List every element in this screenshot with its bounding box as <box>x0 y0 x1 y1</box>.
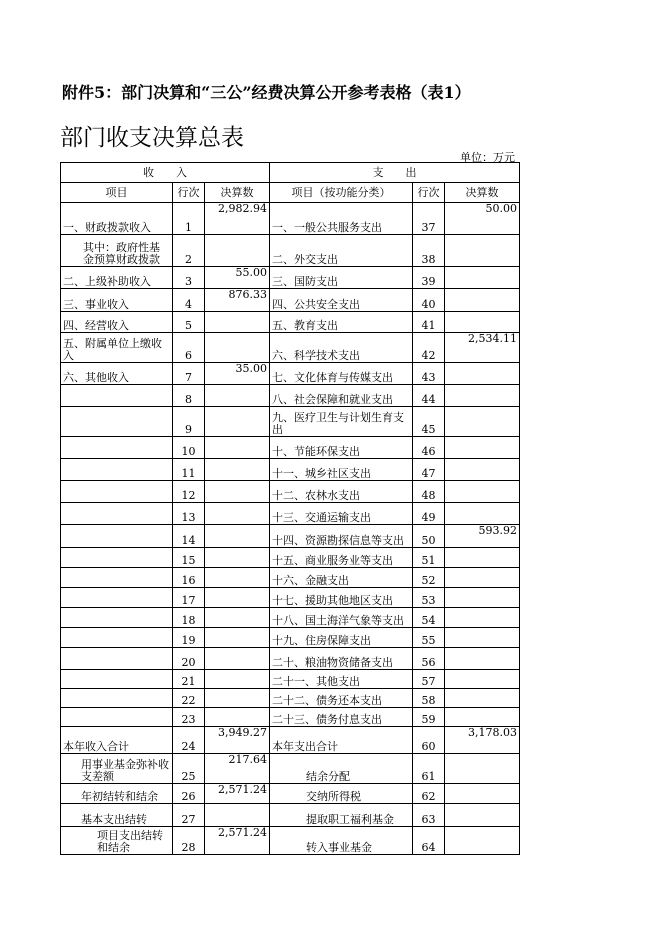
expense-amount-cell <box>445 628 520 648</box>
income-row-no-cell: 3 <box>173 267 205 289</box>
expense-amount-cell <box>445 385 520 407</box>
income-item-cell <box>61 608 173 628</box>
expense-row-no-cell: 39 <box>413 267 445 289</box>
col-header-amount: 决算数 <box>205 183 270 203</box>
table-row <box>61 437 520 459</box>
income-expense-table <box>60 162 520 855</box>
income-row-no-cell: 25 <box>173 754 205 784</box>
income-row-no-cell: 4 <box>173 289 205 312</box>
col-header-row-no: 行次 <box>173 183 205 203</box>
table-row <box>61 827 520 855</box>
income-item-cell <box>61 708 173 727</box>
expense-item-cell: 提取职工福利基金 <box>270 804 413 827</box>
income-amount-cell <box>205 608 270 628</box>
income-row-no-cell: 22 <box>173 689 205 708</box>
expense-row-no-cell: 38 <box>413 235 445 267</box>
income-item-cell: 用事业基金弥补收支差额 <box>61 754 173 784</box>
expense-amount-cell: 50.00 <box>445 203 520 235</box>
col-header-item: 项目 <box>61 183 173 203</box>
expense-item-cell: 六、科学技术支出 <box>270 333 413 363</box>
expense-row-no-cell: 51 <box>413 548 445 568</box>
expense-amount-cell <box>445 363 520 385</box>
table-row <box>61 203 520 235</box>
income-amount-cell <box>205 804 270 827</box>
expense-row-no-cell: 56 <box>413 648 445 670</box>
expense-item-cell: 三、国防支出 <box>270 267 413 289</box>
table-row <box>61 235 520 267</box>
income-amount-cell <box>205 525 270 548</box>
expense-amount-cell <box>445 503 520 525</box>
income-row-no-cell: 23 <box>173 708 205 727</box>
income-amount-cell: 876.33 <box>205 289 270 312</box>
income-item-cell: 项目支出结转和结余 <box>61 827 173 855</box>
table-row <box>61 481 520 503</box>
income-item-cell <box>61 407 173 437</box>
income-amount-cell <box>205 385 270 407</box>
expense-item-cell: 十、节能环保支出 <box>270 437 413 459</box>
expense-row-no-cell: 50 <box>413 525 445 548</box>
expense-item-cell: 四、公共安全支出 <box>270 289 413 312</box>
income-amount-cell <box>205 708 270 727</box>
expense-row-no-cell: 61 <box>413 754 445 784</box>
table-row <box>61 754 520 784</box>
table-row <box>61 385 520 407</box>
expense-item-cell: 十四、资源勘探信息等支出 <box>270 525 413 548</box>
table-row <box>61 784 520 804</box>
table-row <box>61 525 520 548</box>
page-title: 部门收支决算总表 <box>60 125 244 151</box>
income-item-cell: 基本支出结转 <box>61 804 173 827</box>
expense-row-no-cell: 59 <box>413 708 445 727</box>
income-row-no-cell: 14 <box>173 525 205 548</box>
expense-row-no-cell: 55 <box>413 628 445 648</box>
expense-amount-cell <box>445 312 520 333</box>
expense-amount-cell <box>445 754 520 784</box>
income-amount-cell <box>205 333 270 363</box>
income-row-no-cell: 2 <box>173 235 205 267</box>
expense-amount-cell <box>445 481 520 503</box>
expense-item-cell: 二十二、债务还本支出 <box>270 689 413 708</box>
income-item-cell <box>61 437 173 459</box>
expense-item-cell: 十一、城乡社区支出 <box>270 459 413 481</box>
income-amount-cell <box>205 235 270 267</box>
income-amount-cell <box>205 459 270 481</box>
expense-row-no-cell: 63 <box>413 804 445 827</box>
expense-amount-cell: 593.92 <box>445 525 520 548</box>
expense-amount-cell <box>445 804 520 827</box>
table-row <box>61 333 520 363</box>
income-amount-cell <box>205 437 270 459</box>
expense-item-cell: 十八、国土海洋气象等支出 <box>270 608 413 628</box>
expense-row-no-cell: 41 <box>413 312 445 333</box>
income-row-no-cell: 18 <box>173 608 205 628</box>
income-row-no-cell: 17 <box>173 588 205 608</box>
expense-row-no-cell: 54 <box>413 608 445 628</box>
income-amount-cell <box>205 548 270 568</box>
income-row-no-cell: 27 <box>173 804 205 827</box>
income-amount-cell: 217.64 <box>205 754 270 784</box>
expense-row-no-cell: 52 <box>413 568 445 588</box>
income-row-no-cell: 16 <box>173 568 205 588</box>
expense-amount-cell <box>445 459 520 481</box>
income-item-cell <box>61 525 173 548</box>
income-row-no-cell: 15 <box>173 548 205 568</box>
income-row-no-cell: 24 <box>173 727 205 754</box>
table-row <box>61 588 520 608</box>
expense-item-cell: 二十三、债务付息支出 <box>270 708 413 727</box>
expense-amount-cell <box>445 568 520 588</box>
income-item-cell <box>61 385 173 407</box>
unit-label: 单位：万元 <box>460 151 515 164</box>
expense-amount-cell <box>445 437 520 459</box>
expense-row-no-cell: 37 <box>413 203 445 235</box>
expense-item-cell: 十五、商业服务业等支出 <box>270 548 413 568</box>
income-amount-cell: 2,571.24 <box>205 827 270 855</box>
expense-row-no-cell: 49 <box>413 503 445 525</box>
table-row <box>61 289 520 312</box>
expense-row-no-cell: 46 <box>413 437 445 459</box>
table-row <box>61 363 520 385</box>
income-item-cell <box>61 670 173 689</box>
expense-amount-cell <box>445 407 520 437</box>
income-row-no-cell: 9 <box>173 407 205 437</box>
income-amount-cell <box>205 481 270 503</box>
expense-section-header: 支 出 <box>270 163 520 183</box>
table-row <box>61 689 520 708</box>
income-item-cell: 四、经营收入 <box>61 312 173 333</box>
expense-amount-cell <box>445 670 520 689</box>
table-row <box>61 568 520 588</box>
income-amount-cell: 3,949.27 <box>205 727 270 754</box>
col-header-func-item: 项目（按功能分类） <box>270 183 413 203</box>
expense-row-no-cell: 45 <box>413 407 445 437</box>
expense-row-no-cell: 44 <box>413 385 445 407</box>
income-item-cell: 二、上级补助收入 <box>61 267 173 289</box>
table-row <box>61 548 520 568</box>
table-row <box>61 804 520 827</box>
expense-row-no-cell: 57 <box>413 670 445 689</box>
expense-amount-cell <box>445 608 520 628</box>
expense-amount-cell <box>445 827 520 855</box>
income-amount-cell <box>205 588 270 608</box>
expense-item-cell: 八、社会保障和就业支出 <box>270 385 413 407</box>
income-amount-cell: 2,982.94 <box>205 203 270 235</box>
table-column-header <box>61 183 520 203</box>
table-row <box>61 727 520 754</box>
income-amount-cell <box>205 689 270 708</box>
income-item-cell <box>61 588 173 608</box>
expense-amount-cell <box>445 784 520 804</box>
expense-amount-cell: 3,178.03 <box>445 727 520 754</box>
expense-amount-cell <box>445 648 520 670</box>
expense-amount-cell <box>445 548 520 568</box>
expense-item-cell: 十三、交通运输支出 <box>270 503 413 525</box>
income-row-no-cell: 7 <box>173 363 205 385</box>
income-row-no-cell: 8 <box>173 385 205 407</box>
table-row <box>61 708 520 727</box>
expense-row-no-cell: 47 <box>413 459 445 481</box>
income-row-no-cell: 6 <box>173 333 205 363</box>
table-row <box>61 670 520 689</box>
col-header-amount-2: 决算数 <box>445 183 520 203</box>
expense-item-cell: 十六、金融支出 <box>270 568 413 588</box>
income-item-cell <box>61 568 173 588</box>
income-section-header: 收 入 <box>61 163 270 183</box>
expense-item-cell: 十七、援助其他地区支出 <box>270 588 413 608</box>
expense-amount-cell: 2,534.11 <box>445 333 520 363</box>
expense-item-cell: 二十一、其他支出 <box>270 670 413 689</box>
income-amount-cell <box>205 648 270 670</box>
expense-item-cell: 转入事业基金 <box>270 827 413 855</box>
income-row-no-cell: 19 <box>173 628 205 648</box>
income-row-no-cell: 13 <box>173 503 205 525</box>
expense-item-cell: 交纳所得税 <box>270 784 413 804</box>
income-row-no-cell: 11 <box>173 459 205 481</box>
expense-row-no-cell: 40 <box>413 289 445 312</box>
expense-row-no-cell: 43 <box>413 363 445 385</box>
attachment-title: 附件5：部门决算和“三公”经费决算公开参考表格（表1） <box>62 83 471 102</box>
income-amount-cell <box>205 670 270 689</box>
table-body <box>61 203 520 855</box>
expense-amount-cell <box>445 588 520 608</box>
income-amount-cell <box>205 568 270 588</box>
table-row <box>61 503 520 525</box>
expense-row-no-cell: 64 <box>413 827 445 855</box>
income-item-cell: 年初结转和结余 <box>61 784 173 804</box>
income-row-no-cell: 28 <box>173 827 205 855</box>
expense-amount-cell <box>445 289 520 312</box>
expense-item-cell: 一、一般公共服务支出 <box>270 203 413 235</box>
expense-row-no-cell: 48 <box>413 481 445 503</box>
income-item-cell <box>61 689 173 708</box>
income-item-cell <box>61 503 173 525</box>
income-row-no-cell: 20 <box>173 648 205 670</box>
income-item-cell: 五、附属单位上缴收入 <box>61 333 173 363</box>
income-row-no-cell: 1 <box>173 203 205 235</box>
table-row <box>61 628 520 648</box>
income-amount-cell <box>205 312 270 333</box>
table-row <box>61 407 520 437</box>
expense-item-cell: 十九、住房保障支出 <box>270 628 413 648</box>
expense-amount-cell <box>445 267 520 289</box>
expense-amount-cell <box>445 235 520 267</box>
expense-row-no-cell: 53 <box>413 588 445 608</box>
expense-row-no-cell: 42 <box>413 333 445 363</box>
income-item-cell <box>61 648 173 670</box>
income-item-cell: 其中：政府性基金预算财政拨款 <box>61 235 173 267</box>
income-item-cell <box>61 459 173 481</box>
expense-item-cell: 二十、粮油物资储备支出 <box>270 648 413 670</box>
income-amount-cell: 2,571.24 <box>205 784 270 804</box>
income-item-cell <box>61 548 173 568</box>
income-amount-cell <box>205 503 270 525</box>
income-item-cell <box>61 628 173 648</box>
expense-row-no-cell: 58 <box>413 689 445 708</box>
expense-item-cell: 九、医疗卫生与计划生育支出 <box>270 407 413 437</box>
expense-row-no-cell: 60 <box>413 727 445 754</box>
expense-item-cell: 二、外交支出 <box>270 235 413 267</box>
expense-row-no-cell: 62 <box>413 784 445 804</box>
income-row-no-cell: 5 <box>173 312 205 333</box>
expense-item-cell: 本年支出合计 <box>270 727 413 754</box>
table-row <box>61 459 520 481</box>
income-row-no-cell: 10 <box>173 437 205 459</box>
expense-item-cell: 七、文化体育与传媒支出 <box>270 363 413 385</box>
income-item-cell: 三、事业收入 <box>61 289 173 312</box>
expense-amount-cell <box>445 689 520 708</box>
expense-amount-cell <box>445 708 520 727</box>
col-header-row-no-2: 行次 <box>413 183 445 203</box>
income-item-cell: 一、财政拨款收入 <box>61 203 173 235</box>
income-row-no-cell: 21 <box>173 670 205 689</box>
expense-item-cell: 十二、农林水支出 <box>270 481 413 503</box>
income-row-no-cell: 12 <box>173 481 205 503</box>
table-row <box>61 608 520 628</box>
expense-item-cell: 五、教育支出 <box>270 312 413 333</box>
table-row <box>61 312 520 333</box>
table-section-header <box>61 163 520 183</box>
income-item-cell: 六、其他收入 <box>61 363 173 385</box>
table-row <box>61 267 520 289</box>
income-amount-cell: 35.00 <box>205 363 270 385</box>
income-amount-cell <box>205 407 270 437</box>
income-amount-cell <box>205 628 270 648</box>
income-amount-cell: 55.00 <box>205 267 270 289</box>
expense-item-cell: 结余分配 <box>270 754 413 784</box>
income-item-cell <box>61 481 173 503</box>
table-row <box>61 648 520 670</box>
income-row-no-cell: 26 <box>173 784 205 804</box>
income-item-cell: 本年收入合计 <box>61 727 173 754</box>
